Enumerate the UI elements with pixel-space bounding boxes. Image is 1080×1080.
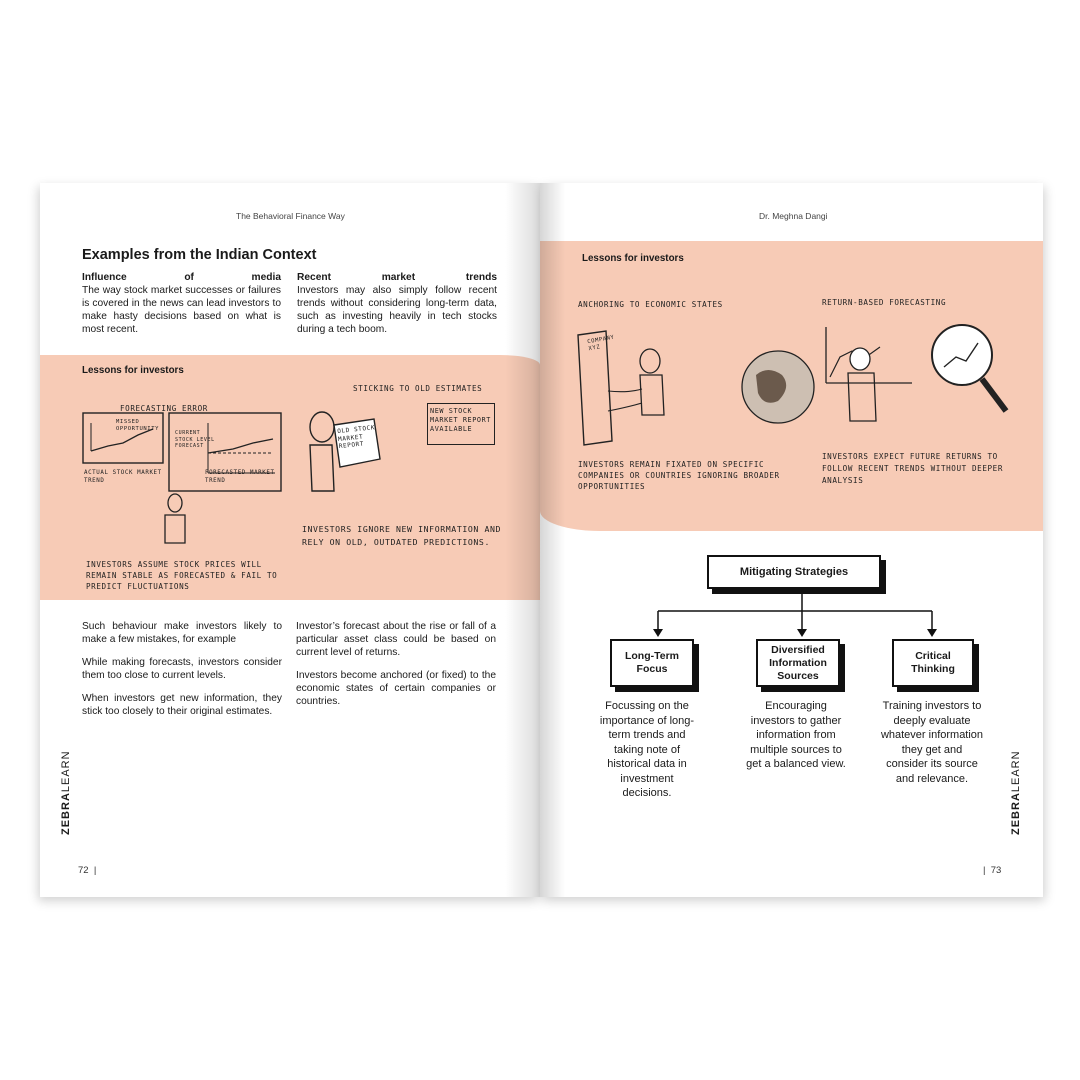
diagram-desc-critical-thinking: Training investors to deeply evaluate whatever information they get and consider its source and relevance. <box>880 700 984 785</box>
column-heading: Influence of media <box>82 272 281 283</box>
sketch-caption-return: INVESTORS EXPECT FUTURE RETURNS TO FOLLOW RECENT TRENDS WITHOUT DEEPER ANALYSIS <box>822 452 1004 485</box>
right-page <box>540 183 1043 897</box>
sketch-caption-left: INVESTORS ASSUME STOCK PRICES WILL REMAIN STABLE AS FORECASTED & FAIL TO PREDICT FLUCTUATIONS <box>86 560 278 591</box>
sketch-label-anchoring: ANCHORING TO ECONOMIC STATES <box>578 300 723 309</box>
body-column-right <box>296 620 496 718</box>
brand-logo-right <box>1010 750 1022 835</box>
page-number-right: | 73 <box>983 865 1002 876</box>
running-head-left: The Behavioral Finance Way <box>236 211 345 221</box>
diagram-node-long-term-focus: Long-Term Focus <box>610 639 694 687</box>
lessons-label: Lessons for investors <box>82 365 184 376</box>
column-text: Investors may also simply follow recent trends without considering long-term data, such as investing heavily in tech stocks during a tech boom. <box>297 285 497 335</box>
sketch-label-forecasted-trend: FORECASTED MARKET TREND <box>205 470 275 484</box>
sketch-label-actual-trend: ACTUAL STOCK MARKET TREND <box>84 470 162 484</box>
body-paragraph: Investor’s forecast about the rise or fall of a particular asset class could be based on current level of returns. <box>296 621 496 658</box>
sketch-label-company: COMPANY XYZ <box>586 334 615 353</box>
sketch-label-old-report: OLD STOCK MARKET REPORT <box>336 424 376 451</box>
person-sketch-left <box>160 493 190 553</box>
body-column-left <box>82 620 282 728</box>
brand-light: LEARN <box>1010 750 1022 793</box>
body-paragraph: Investors become anchored (or fixed) to the economic states of certain companies or countries. <box>296 670 496 707</box>
diagram-desc-long-term-focus: Focussing on the importance of long-term trends and taking note of historical data in investment decisions. <box>599 700 695 799</box>
diagram-desc-diversified-sources: Encouraging investors to gather information from multiple sources to get a balanced view. <box>746 700 846 770</box>
column-heading: Recent market trends <box>297 272 497 283</box>
brand-light: LEARN <box>60 750 72 793</box>
page-number-left: 72 | <box>78 865 97 876</box>
column-influence-of-media <box>82 271 281 336</box>
sketch-label-current-level: CURRENT STOCK LEVEL FORECAST <box>175 430 215 449</box>
diagram-node-diversified-sources: Diversified Information Sources <box>756 639 840 687</box>
page-number-value: 73 <box>990 865 1002 876</box>
body-paragraph: Such behaviour make investors likely to make a few mistakes, for example <box>82 621 282 645</box>
left-page <box>40 183 540 897</box>
book-gutter-shadow-right <box>540 183 565 897</box>
sketch-caption-anchoring: INVESTORS REMAIN FIXATED ON SPECIFIC COMPANIES OR COUNTRIES IGNORING BROADER OPPORTUNITIES <box>578 460 780 491</box>
page-number-value: 72 <box>78 865 89 876</box>
sketch-label-return: RETURN-BASED FORECASTING <box>822 298 947 307</box>
diagram-node-critical-thinking: Critical Thinking <box>892 639 974 687</box>
book-gutter-shadow-left <box>505 183 540 897</box>
sketch-label-missed-opportunity: MISSED OPPORTUNITY <box>116 419 160 432</box>
sketch-caption-right: INVESTORS IGNORE NEW INFORMATION AND RELY ON OLD, OUTDATED PREDICTIONS. <box>302 524 502 547</box>
column-text: The way stock market successes or failures is covered in the news can lead investors to make hasty decisions based on what is most recent. <box>82 285 281 335</box>
sketch-label-forecasting-error: FORECASTING ERROR <box>120 404 208 413</box>
running-head-right: Dr. Meghna Dangi <box>759 211 828 221</box>
sketch-label-new-report: NEW STOCK MARKET REPORT AVAILABLE <box>430 407 491 433</box>
brand-bold: ZEBRA <box>1010 792 1022 835</box>
section-title: Examples from the Indian Context <box>82 247 317 263</box>
body-paragraph: When investors get new information, they stick too closely to their original estimates. <box>82 693 282 717</box>
column-recent-trends <box>297 271 497 336</box>
brand-bold: ZEBRA <box>60 792 72 835</box>
sketch-label-sticking: STICKING TO OLD ESTIMATES <box>353 384 483 393</box>
brand-logo-left <box>60 750 72 835</box>
lessons-label-right: Lessons for investors <box>582 253 684 264</box>
diagram-root-box: Mitigating Strategies <box>707 555 881 589</box>
body-paragraph: While making forecasts, investors consider them too close to current levels. <box>82 657 282 681</box>
